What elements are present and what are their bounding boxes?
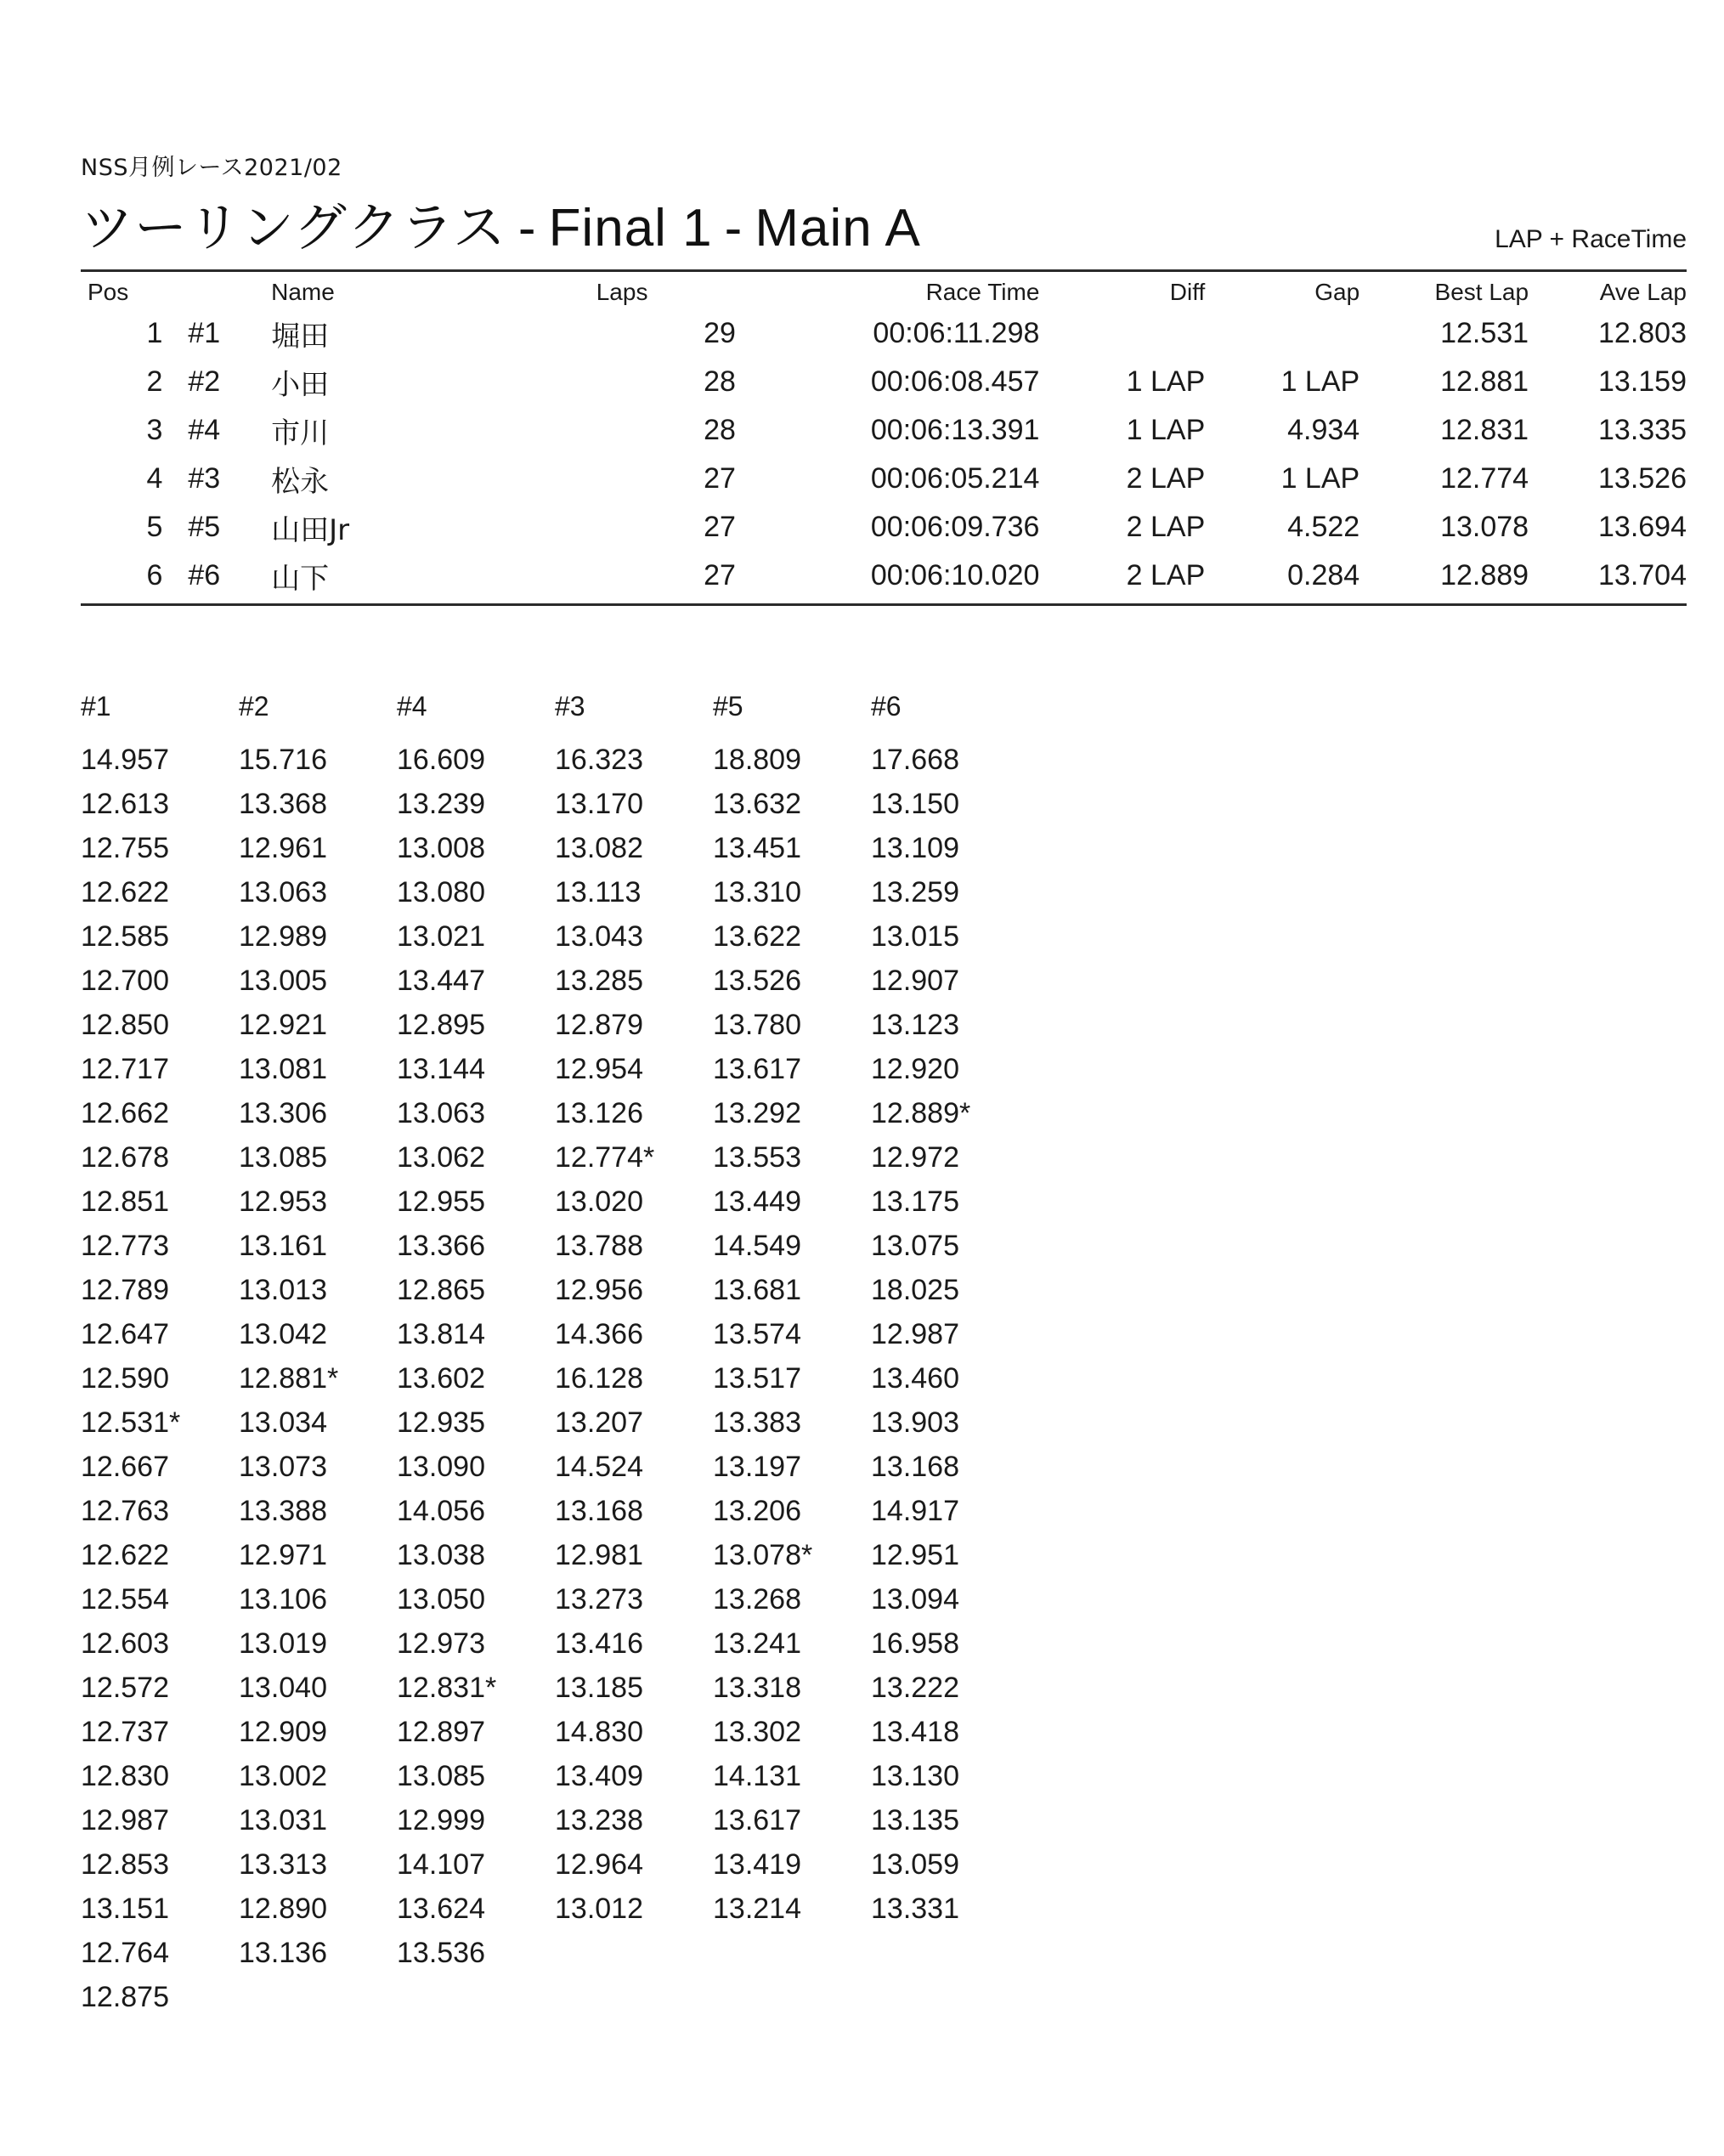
results-sheet xyxy=(81,149,1687,2019)
cell-ave-lap: 12.803 xyxy=(1598,317,1687,349)
lap-time: 12.865 xyxy=(397,1274,485,1306)
lap-time: 12.554 xyxy=(81,1583,169,1616)
lap-times-grid xyxy=(81,691,1687,2019)
lap-time: 12.717 xyxy=(81,1053,169,1085)
lap-time: 12.590 xyxy=(81,1362,169,1395)
lap-time: 13.460 xyxy=(871,1362,959,1395)
lap-time: 12.613 xyxy=(81,788,169,820)
cell-gap: 0.284 xyxy=(1287,559,1360,591)
lap-time: 13.151 xyxy=(81,1893,169,1925)
lap-time: 13.780 xyxy=(713,1009,801,1041)
lap-time: 13.451 xyxy=(713,832,801,864)
lap-time: 13.113 xyxy=(555,876,642,908)
lap-time: 13.214 xyxy=(713,1893,801,1925)
lap-time: 12.964 xyxy=(555,1848,643,1881)
lap-time: 13.063 xyxy=(397,1097,485,1129)
lap-time: 12.603 xyxy=(81,1627,169,1660)
event-name: NSS月例レース2021/02 xyxy=(81,155,342,181)
lap-time: 12.954 xyxy=(555,1053,643,1085)
cell-race-time: 00:06:10.020 xyxy=(870,559,1040,591)
lap-time: 12.830 xyxy=(81,1760,169,1792)
cell-race-time: 00:06:08.457 xyxy=(870,365,1040,398)
lap-time: 13.062 xyxy=(397,1141,485,1174)
cell-best-lap: 12.889 xyxy=(1440,559,1529,591)
column-header-car xyxy=(188,272,271,309)
lap-column-car-label: #3 xyxy=(555,691,585,721)
lap-time: 13.013 xyxy=(239,1274,327,1306)
lap-time: 13.622 xyxy=(713,920,801,953)
lap-time: 14.056 xyxy=(397,1495,485,1527)
lap-time: 12.909 xyxy=(239,1716,327,1748)
lap-time: 13.553 xyxy=(713,1141,801,1174)
cell-diff: 1 LAP xyxy=(1126,365,1206,398)
lap-time: 13.185 xyxy=(555,1672,643,1704)
cell-name: 山田Jr xyxy=(271,513,350,547)
lap-time: 13.012 xyxy=(555,1893,643,1925)
column-header-diff: Diff xyxy=(1169,279,1206,305)
lap-time: 13.126 xyxy=(555,1097,643,1129)
lap-time: 13.075 xyxy=(871,1230,959,1262)
lap-time: 13.144 xyxy=(397,1053,485,1085)
lap-time: 12.773 xyxy=(81,1230,169,1262)
lap-time: 13.106 xyxy=(239,1583,327,1616)
lap-time: 13.383 xyxy=(713,1406,801,1439)
lap-time: 13.130 xyxy=(871,1760,959,1792)
lap-time: 12.890 xyxy=(239,1893,327,1925)
lap-time: 13.416 xyxy=(555,1627,643,1660)
cell-laps: 27 xyxy=(704,511,736,543)
lap-time: 13.040 xyxy=(239,1672,327,1704)
lap-time: 14.107 xyxy=(397,1848,485,1881)
cell-name: 小田 xyxy=(271,368,330,402)
lap-time: 12.851 xyxy=(81,1186,169,1218)
lap-time: 13.059 xyxy=(871,1848,959,1881)
lap-time: 13.273 xyxy=(555,1583,643,1616)
lap-time: 12.935 xyxy=(397,1406,485,1439)
page-title xyxy=(81,185,921,261)
lap-time: 13.602 xyxy=(397,1362,485,1395)
lap-time: 13.043 xyxy=(555,920,643,953)
lap-time: 16.609 xyxy=(397,744,485,776)
lap-time: 13.814 xyxy=(397,1318,485,1350)
cell-ave-lap: 13.694 xyxy=(1598,511,1687,543)
lap-column-3 xyxy=(555,691,713,2019)
cell-diff: 1 LAP xyxy=(1126,414,1206,446)
lap-time: 13.409 xyxy=(555,1760,643,1792)
lap-time: 12.853 xyxy=(81,1848,169,1881)
lap-time: 18.025 xyxy=(871,1274,959,1306)
lap-column-2 xyxy=(239,691,397,2019)
cell-race-time: 00:06:11.298 xyxy=(873,317,1040,349)
lap-time: 13.536 xyxy=(397,1937,485,1969)
lap-time: 12.622 xyxy=(81,876,169,908)
lap-time: 13.063 xyxy=(239,876,327,908)
lap-time: 14.366 xyxy=(555,1318,643,1350)
cell-car: #5 xyxy=(188,511,221,543)
cell-car: #2 xyxy=(188,365,221,398)
title-row xyxy=(81,185,1687,261)
lap-time: 12.956 xyxy=(555,1274,643,1306)
lap-time: 13.197 xyxy=(713,1451,801,1483)
lap-time: 12.850 xyxy=(81,1009,169,1041)
table-bottom-divider xyxy=(81,603,1687,606)
table-row xyxy=(81,406,1687,455)
cell-pos: 5 xyxy=(146,511,163,543)
cell-ave-lap: 13.159 xyxy=(1598,365,1687,398)
lap-time: 12.764 xyxy=(81,1937,169,1969)
cell-best-lap: 12.774 xyxy=(1440,462,1529,495)
cell-name: 山下 xyxy=(271,562,330,596)
lap-time: 13.002 xyxy=(239,1760,327,1792)
cell-race-time: 00:06:09.736 xyxy=(870,511,1040,543)
lap-time: 12.953 xyxy=(239,1186,327,1218)
cell-car: #3 xyxy=(188,462,221,495)
lap-time: 12.907 xyxy=(871,965,959,997)
lap-time: 13.681 xyxy=(713,1274,801,1306)
lap-time: 13.094 xyxy=(871,1583,959,1616)
lap-time: 12.763 xyxy=(81,1495,169,1527)
lap-time: 12.972 xyxy=(871,1141,959,1174)
cell-diff xyxy=(1039,309,1205,358)
cell-pos: 4 xyxy=(146,462,163,495)
cell-best-lap: 12.831 xyxy=(1440,414,1529,446)
lap-column-car-label: #6 xyxy=(871,691,902,721)
lap-time: 12.987 xyxy=(871,1318,959,1350)
column-header-best-lap: Best Lap xyxy=(1434,279,1529,305)
cell-gap: 1 LAP xyxy=(1280,365,1360,398)
class-name: ツーリングクラス xyxy=(81,196,506,258)
lap-time: 13.168 xyxy=(555,1495,643,1527)
lap-time: 13.168 xyxy=(871,1451,959,1483)
cell-car: #6 xyxy=(188,559,221,591)
table-row xyxy=(81,309,1687,358)
group-name: Main A xyxy=(755,199,921,257)
lap-time: 13.624 xyxy=(397,1893,485,1925)
lap-time-best: 12.889* xyxy=(871,1097,971,1129)
lap-time: 12.981 xyxy=(555,1539,643,1571)
lap-time: 13.135 xyxy=(871,1804,959,1836)
lap-column-1 xyxy=(81,691,239,2019)
lap-time: 13.207 xyxy=(555,1406,643,1439)
lap-time-best: 12.774* xyxy=(555,1141,655,1174)
lap-time: 13.268 xyxy=(713,1583,801,1616)
lap-time: 12.961 xyxy=(239,832,327,864)
lap-time: 14.917 xyxy=(871,1495,959,1527)
column-header-name: Name xyxy=(271,279,335,305)
lap-time: 13.081 xyxy=(239,1053,327,1085)
lap-time: 16.323 xyxy=(555,744,643,776)
lap-time: 13.085 xyxy=(397,1760,485,1792)
lap-time: 12.700 xyxy=(81,965,169,997)
cell-ave-lap: 13.704 xyxy=(1598,559,1687,591)
cell-name: 市川 xyxy=(271,416,330,450)
lap-time: 13.285 xyxy=(555,965,643,997)
lap-time: 13.331 xyxy=(871,1893,959,1925)
lap-time: 12.879 xyxy=(555,1009,643,1041)
round-name: Final 1 xyxy=(548,199,713,257)
lap-time: 13.617 xyxy=(713,1053,801,1085)
column-header-laps: Laps xyxy=(596,279,648,305)
lap-time: 13.150 xyxy=(871,788,959,820)
lap-time: 13.109 xyxy=(871,832,959,864)
lap-column-6 xyxy=(871,691,1029,2019)
cell-ave-lap: 13.526 xyxy=(1598,462,1687,495)
cell-car: #1 xyxy=(188,317,221,349)
lap-time: 12.755 xyxy=(81,832,169,864)
lap-time: 14.957 xyxy=(81,744,169,776)
lap-time: 13.031 xyxy=(239,1804,327,1836)
lap-time: 14.131 xyxy=(713,1760,801,1792)
lap-time: 12.667 xyxy=(81,1451,169,1483)
lap-time: 13.206 xyxy=(713,1495,801,1527)
lap-time: 12.737 xyxy=(81,1716,169,1748)
cell-gap xyxy=(1205,309,1359,358)
lap-time: 13.788 xyxy=(555,1230,643,1262)
cell-laps: 27 xyxy=(704,559,736,591)
lap-time: 13.238 xyxy=(555,1804,643,1836)
lap-time: 13.038 xyxy=(397,1539,485,1571)
lap-time: 13.080 xyxy=(397,876,485,908)
lap-time: 13.368 xyxy=(239,788,327,820)
lap-time: 13.449 xyxy=(713,1186,801,1218)
cell-name: 堀田 xyxy=(271,320,330,354)
lap-time: 16.128 xyxy=(555,1362,643,1395)
cell-diff: 2 LAP xyxy=(1126,559,1206,591)
cell-best-lap: 12.881 xyxy=(1440,365,1529,398)
cell-laps: 29 xyxy=(704,317,736,349)
report-type-label: LAP + RaceTime xyxy=(1495,225,1687,253)
lap-time: 12.951 xyxy=(871,1539,959,1571)
lap-time: 13.008 xyxy=(397,832,485,864)
lap-time-best: 12.831* xyxy=(397,1672,497,1704)
lap-time: 13.318 xyxy=(713,1672,801,1704)
cell-pos: 6 xyxy=(146,559,163,591)
lap-time: 12.971 xyxy=(239,1539,327,1571)
lap-time: 13.005 xyxy=(239,965,327,997)
lap-time: 13.310 xyxy=(713,876,801,908)
lap-time: 13.073 xyxy=(239,1451,327,1483)
lap-time: 14.830 xyxy=(555,1716,643,1748)
table-row xyxy=(81,503,1687,552)
table-row xyxy=(81,358,1687,406)
lap-time: 13.161 xyxy=(239,1230,327,1262)
table-header-row xyxy=(81,272,1687,309)
table-row xyxy=(81,552,1687,600)
column-header-pos: Pos xyxy=(88,279,129,305)
lap-time: 13.366 xyxy=(397,1230,485,1262)
lap-time: 13.082 xyxy=(555,832,643,864)
lap-column-car-label: #5 xyxy=(713,691,743,721)
lap-time: 13.042 xyxy=(239,1318,327,1350)
title-separator-2: - xyxy=(724,199,743,257)
cell-name: 松永 xyxy=(271,465,330,499)
lap-time: 14.549 xyxy=(713,1230,801,1262)
cell-ave-lap: 13.335 xyxy=(1598,414,1687,446)
lap-time: 12.647 xyxy=(81,1318,169,1350)
lap-time-best: 13.078* xyxy=(713,1539,813,1571)
lap-time: 13.222 xyxy=(871,1672,959,1704)
lap-time: 13.517 xyxy=(713,1362,801,1395)
lap-column-car-label: #2 xyxy=(239,691,269,721)
lap-time: 13.020 xyxy=(555,1186,643,1218)
lap-time: 13.313 xyxy=(239,1848,327,1881)
lap-time: 16.958 xyxy=(871,1627,959,1660)
cell-laps: 27 xyxy=(704,462,736,495)
lap-time: 12.662 xyxy=(81,1097,169,1129)
lap-time: 12.585 xyxy=(81,920,169,953)
lap-time: 12.920 xyxy=(871,1053,959,1085)
cell-race-time: 00:06:05.214 xyxy=(870,462,1040,495)
column-header-gap: Gap xyxy=(1314,279,1360,305)
column-header-race-time: Race Time xyxy=(925,279,1040,305)
lap-time: 12.678 xyxy=(81,1141,169,1174)
lap-time: 13.170 xyxy=(555,788,643,820)
lap-time: 12.875 xyxy=(81,1981,169,2013)
cell-pos: 3 xyxy=(146,414,163,446)
lap-column-car-label: #1 xyxy=(81,691,111,721)
lap-time: 13.085 xyxy=(239,1141,327,1174)
cell-laps: 28 xyxy=(704,365,736,398)
lap-time: 13.090 xyxy=(397,1451,485,1483)
lap-time: 13.419 xyxy=(713,1848,801,1881)
lap-column-5 xyxy=(713,691,871,2019)
lap-time: 13.015 xyxy=(871,920,959,953)
lap-time: 13.292 xyxy=(713,1097,801,1129)
lap-time-best: 12.881* xyxy=(239,1362,339,1395)
lap-time: 13.175 xyxy=(871,1186,959,1218)
lap-time: 17.668 xyxy=(871,744,959,776)
lap-time: 18.809 xyxy=(713,744,801,776)
cell-best-lap: 12.531 xyxy=(1440,317,1529,349)
lap-time: 13.239 xyxy=(397,788,485,820)
lap-time: 12.987 xyxy=(81,1804,169,1836)
cell-pos: 1 xyxy=(146,317,163,349)
lap-time: 13.019 xyxy=(239,1627,327,1660)
column-header-ave-lap: Ave Lap xyxy=(1599,279,1687,305)
cell-pos: 2 xyxy=(146,365,163,398)
lap-column-4 xyxy=(397,691,555,2019)
table-row xyxy=(81,455,1687,503)
lap-time: 13.021 xyxy=(397,920,485,953)
lap-time: 13.447 xyxy=(397,965,485,997)
lap-time: 13.302 xyxy=(713,1716,801,1748)
lap-time: 13.050 xyxy=(397,1583,485,1616)
cell-best-lap: 13.078 xyxy=(1440,511,1529,543)
cell-diff: 2 LAP xyxy=(1126,462,1206,495)
title-separator-1: - xyxy=(517,199,537,257)
lap-time-best: 12.531* xyxy=(81,1406,181,1439)
lap-time: 13.903 xyxy=(871,1406,959,1439)
cell-car: #4 xyxy=(188,414,221,446)
lap-time: 13.259 xyxy=(871,876,959,908)
cell-laps: 28 xyxy=(704,414,736,446)
lap-time: 13.034 xyxy=(239,1406,327,1439)
cell-gap: 4.934 xyxy=(1287,414,1360,446)
lap-time: 14.524 xyxy=(555,1451,643,1483)
lap-time: 12.897 xyxy=(397,1716,485,1748)
lap-time: 13.388 xyxy=(239,1495,327,1527)
lap-time: 15.716 xyxy=(239,744,327,776)
lap-time: 12.973 xyxy=(397,1627,485,1660)
cell-diff: 2 LAP xyxy=(1126,511,1206,543)
lap-time: 13.617 xyxy=(713,1804,801,1836)
lap-time: 12.622 xyxy=(81,1539,169,1571)
results-table xyxy=(81,272,1687,600)
lap-time: 13.241 xyxy=(713,1627,801,1660)
lap-time: 12.999 xyxy=(397,1804,485,1836)
lap-time: 12.789 xyxy=(81,1274,169,1306)
cell-gap: 4.522 xyxy=(1287,511,1360,543)
lap-time: 13.136 xyxy=(239,1937,327,1969)
lap-time: 12.921 xyxy=(239,1009,327,1041)
lap-time: 13.526 xyxy=(713,965,801,997)
cell-gap: 1 LAP xyxy=(1280,462,1360,495)
lap-time: 13.574 xyxy=(713,1318,801,1350)
lap-time: 12.895 xyxy=(397,1009,485,1041)
lap-time: 12.572 xyxy=(81,1672,169,1704)
lap-time: 13.306 xyxy=(239,1097,327,1129)
lap-time: 12.989 xyxy=(239,920,327,953)
lap-time: 13.418 xyxy=(871,1716,959,1748)
lap-time: 13.123 xyxy=(871,1009,959,1041)
lap-time: 12.955 xyxy=(397,1186,485,1218)
lap-time: 13.632 xyxy=(713,788,801,820)
cell-race-time: 00:06:13.391 xyxy=(870,414,1040,446)
lap-column-car-label: #4 xyxy=(397,691,427,721)
